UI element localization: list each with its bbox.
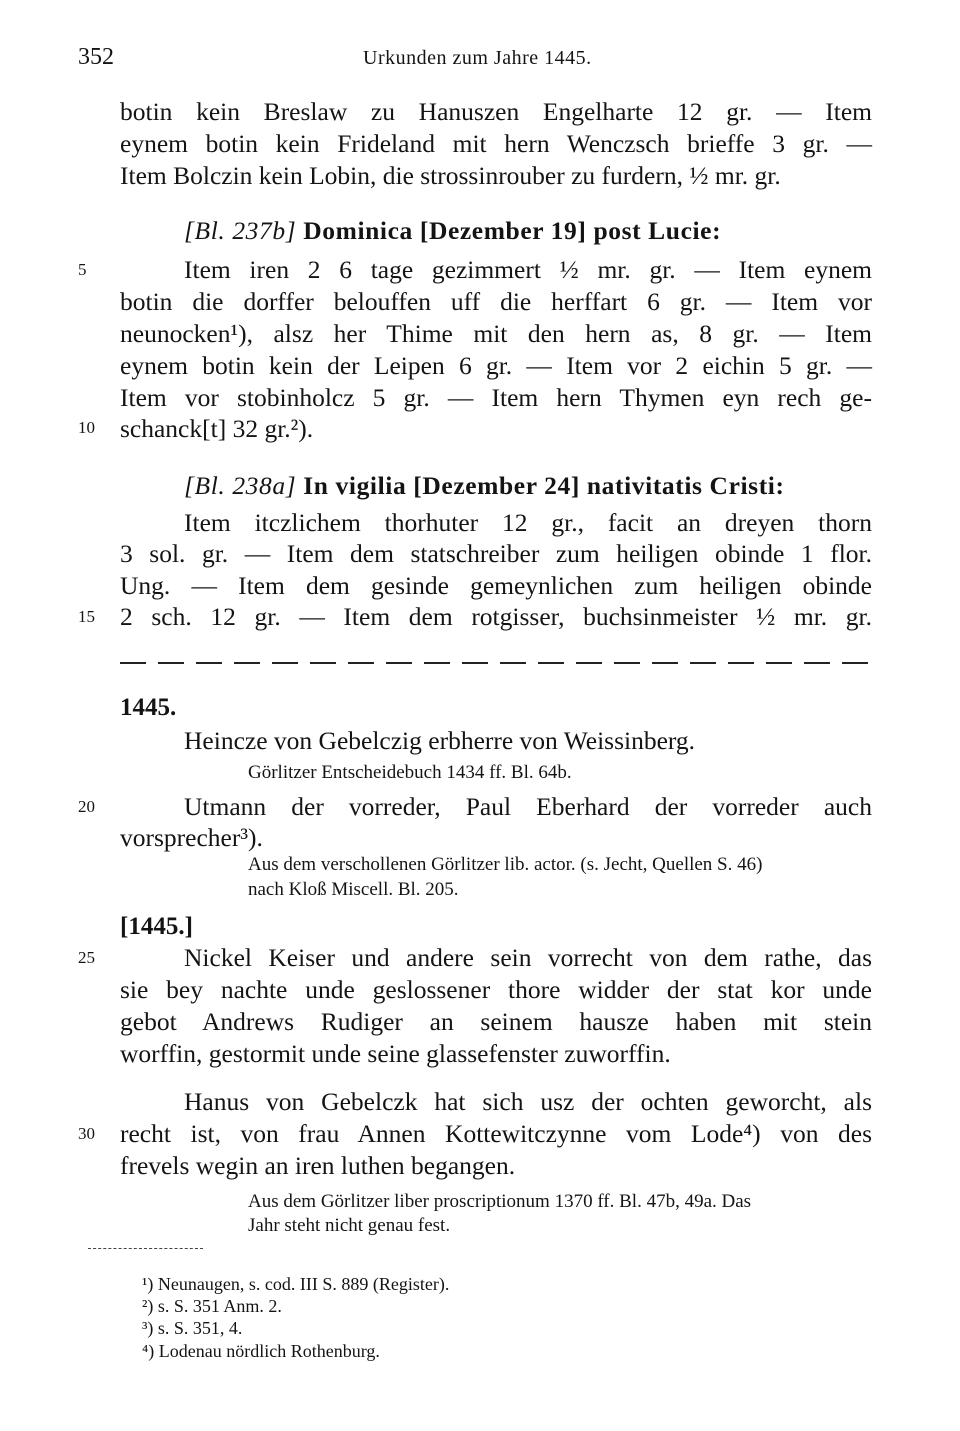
source-note: Aus dem Görlitzer liber proscriptionum 1370 ff. Bl. 47b, 49a. Das bbox=[248, 1191, 752, 1212]
text-line: Item iren 2 6 tage gezimmert ½ mr. gr. — Item eynem bbox=[184, 255, 872, 284]
entry-year: 1445. bbox=[120, 694, 177, 721]
section-separator bbox=[120, 658, 872, 668]
folio-ref: [Bl. 237b] bbox=[184, 216, 297, 245]
line-number: 25 bbox=[78, 948, 95, 967]
text-line: botin die dorffer belouffen uff die herffart 6 gr. — Item vor bbox=[120, 287, 872, 316]
line-number: 10 bbox=[78, 418, 95, 437]
running-title: Urkunden zum Jahre 1445. bbox=[363, 47, 592, 69]
entry-year: [1445.] bbox=[120, 913, 193, 940]
text-line: Utmann der vorreder, Paul Eberhard der vorreder auch bbox=[184, 792, 872, 821]
folio-ref: [Bl. 238a] bbox=[184, 471, 297, 500]
text-line: botin kein Breslaw zu Hanuszen Engelharte 12 gr. — Item bbox=[120, 97, 872, 126]
text-line: Item vor stobinholcz 5 gr. — Item hern Thymen eyn rech ge- bbox=[120, 383, 872, 412]
text-line: neunocken¹), alsz her Thime mit den hern as, 8 gr. — Item bbox=[120, 319, 872, 348]
section-heading bbox=[184, 215, 721, 246]
text-line: Item itczlichem thorhuter 12 gr., facit an dreyen thorn bbox=[184, 508, 872, 537]
footnote: ³) s. S. 351, 4. bbox=[142, 1318, 243, 1338]
text-line: recht ist, von frau Annen Kottewitczynne vom Lode⁴) von des bbox=[120, 1119, 872, 1148]
source-note: Aus dem verschollenen Görlitzer lib. actor. (s. Jecht, Quellen S. 46) bbox=[248, 854, 763, 875]
text-line: vorsprecher³). bbox=[120, 823, 263, 852]
text-line: gebot Andrews Rudiger an seinem hausze haben mit stein bbox=[120, 1007, 872, 1036]
footnote: ¹) Neunaugen, s. cod. III S. 889 (Register). bbox=[142, 1274, 450, 1294]
source-note: Jahr steht nicht genau fest. bbox=[248, 1215, 451, 1236]
section-heading bbox=[184, 470, 785, 501]
text-line: worffin, gestormit unde seine glassefenster zuworffin. bbox=[120, 1039, 671, 1068]
text-line: Hanus von Gebelczk hat sich usz der ochten geworcht, als bbox=[184, 1087, 872, 1116]
text-line: Item Bolczin kein Lobin, die strossinrouber zu furdern, ½ mr. gr. bbox=[120, 161, 781, 190]
page-number: 352 bbox=[78, 44, 114, 70]
text-line: schanck[t] 32 gr.²). bbox=[120, 414, 314, 443]
footnote: ⁴) Lodenau nördlich Rothenburg. bbox=[142, 1341, 380, 1361]
text-line: eynem botin kein der Leipen 6 gr. — Item vor 2 eichin 5 gr. — bbox=[120, 351, 872, 380]
text-line: Heincze von Gebelczig erbherre von Weissinberg. bbox=[184, 726, 696, 755]
text-line: sie bey nachte unde geslossener thore widder der stat kor unde bbox=[120, 975, 872, 1004]
text-line: Ung. — Item dem gesinde gemeynlichen zum heiligen obinde bbox=[120, 571, 872, 600]
text-line: 3 sol. gr. — Item dem statschreiber zum heiligen obinde 1 flor. bbox=[120, 539, 872, 568]
text-line: frevels wegin an iren luthen begangen. bbox=[120, 1151, 516, 1180]
heading-text: In vigilia [Dezember 24] nativitatis Cristi: bbox=[303, 471, 785, 500]
line-number: 30 bbox=[78, 1124, 95, 1143]
source-note: Görlitzer Entscheidebuch 1434 ff. Bl. 64b. bbox=[248, 762, 572, 783]
heading-text: Dominica [Dezember 19] post Lucie: bbox=[303, 216, 722, 245]
source-note: nach Kloß Miscell. Bl. 205. bbox=[248, 879, 459, 900]
footnote-rule bbox=[88, 1248, 203, 1249]
footnote: ²) s. S. 351 Anm. 2. bbox=[142, 1296, 282, 1316]
text-line: Nickel Keiser und andere sein vorrecht von dem rathe, das bbox=[184, 943, 872, 972]
text-line: 2 sch. 12 gr. — Item dem rotgisser, buchsinmeister ½ mr. gr. bbox=[120, 602, 872, 631]
line-number: 20 bbox=[78, 797, 95, 816]
text-line: eynem botin kein Frideland mit hern Wenczsch brieffe 3 gr. — bbox=[120, 129, 872, 158]
line-number: 15 bbox=[78, 607, 95, 626]
line-number: 5 bbox=[78, 260, 87, 279]
